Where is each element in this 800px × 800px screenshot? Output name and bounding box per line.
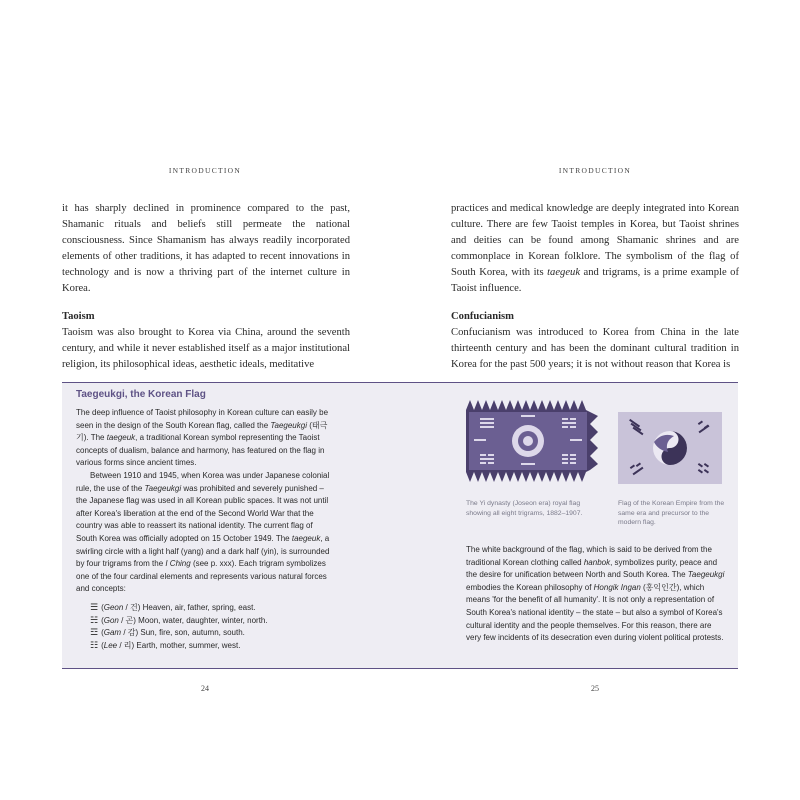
left-page-number: 24 xyxy=(201,684,209,693)
sidebar-left-text xyxy=(76,407,331,652)
right-page-number: 25 xyxy=(591,684,599,693)
yi-dynasty-flag-image xyxy=(466,400,602,482)
text-run: , symbolizes purity, peace and the desire for unification between North and South Korea. The xyxy=(466,557,718,580)
text-run-italic: Taegeukgi xyxy=(687,570,725,580)
text-run: practices and medical knowledge are deeply integrated into Korean culture. There are few Taoist temples in Korea, but Taoist shrines and deities can be found among Shamanic shrines and are commonplace in Korean folklore. The symbolism of the flag of South Korea, with its xyxy=(451,203,739,278)
text-run: , a swirling circle with a light half (yang) and a dark half (yin), is surrounded by four trigrams from the xyxy=(76,533,330,569)
text-run-italic: hanbok xyxy=(583,557,611,567)
trigram-name: Gam xyxy=(103,628,122,638)
trigram-item-gam: ☲ (Gam / 감) Sun, fire, son, autumn, south. xyxy=(90,628,245,639)
text-run: and trigrams, is a prime example of Taoist influence. xyxy=(451,266,739,294)
text-run-italic: Taegeukgi xyxy=(144,483,182,493)
trigram-meaning: Sun, fire, son, autumn, south. xyxy=(140,628,245,638)
text-run: (홍익인간), which means 'for the benefit of all humanity'. It is not only a representation of South Korea's national identity – the state – but also a symbol of Korea's cultural identity and the people themselves. For this reason, there are very few incidents of its desecration even during violent political protests. xyxy=(466,582,724,643)
trigram-icon: ☲ xyxy=(90,628,99,639)
flag-sidebar-box xyxy=(62,382,738,669)
left-paragraph-2: Taoism was also brought to Korea via China, around the seventh century, and while it never established itself as a major institutional religion, its philosophical ideas, aesthetic ideals, meditative xyxy=(62,327,350,371)
sidebar-title: Taegeukgi, the Korean Flag xyxy=(76,389,206,400)
text-run-italic: taegeuk xyxy=(106,433,136,443)
text-run-italic: taegeuk xyxy=(291,533,321,543)
text-run: (see p. xxx). Each trigram symbolizes one of the four cardinal elements and represents various natural forces and concepts: xyxy=(76,559,327,594)
left-paragraph-1: it has sharply declined in prominence compared to the past, Shamanic rituals and beliefs still permeate the national consciousness. Since Shamanism has always readily incorporated elements of other traditions, it has adapted to recent innovations in technology and is now a thriving part of the internet culture in Korea. xyxy=(62,203,350,294)
empire-flag-caption: Flag of the Korean Empire from the same era and precursor to the modern flag. xyxy=(618,500,725,527)
sidebar-right-text xyxy=(466,544,728,645)
trigram-name: Geon xyxy=(103,602,124,612)
text-run: embodies the Korean philosophy of xyxy=(466,582,594,592)
right-paragraph-2: Confucianism was introduced to Korea from China in the late thirteenth century and has been the dominant cultural tradition in Korea for the past 500 years; it is not without reason that Korea is xyxy=(451,327,739,371)
trigram-icon: ☵ xyxy=(90,615,99,626)
right-column xyxy=(451,201,739,373)
korean-empire-flag-image xyxy=(618,412,722,484)
sidebar-paragraph-2 xyxy=(76,470,331,596)
yi-flag-caption: The Yi dynasty (Joseon era) royal flag showing all eight trigrams, 1882–1907. xyxy=(466,500,583,517)
taegeuk-center xyxy=(523,436,533,446)
trigram-meaning: Earth, mother, summer, west. xyxy=(136,640,241,650)
trigram-meaning: Moon, water, daughter, winter, north. xyxy=(138,615,268,625)
sidebar-paragraph-1 xyxy=(76,407,331,470)
trigram-name: Gon xyxy=(103,615,119,625)
trigram-item-lee: ☷ (Lee / 리) Earth, mother, summer, west. xyxy=(90,640,241,651)
trigram-hangul: 건 xyxy=(130,602,138,612)
trigram-icon: ☷ xyxy=(90,640,99,651)
text-run: , a traditional Korean symbol representing the Taoist concepts of dualism, balance and harmony, has featured on the flag in various forms since ancient times. xyxy=(76,433,325,468)
trigram-hangul: 곤 xyxy=(125,615,134,625)
trigram-item-gon: ☵ (Gon / 곤) Moon, water, daughter, winter, north. xyxy=(90,615,268,626)
text-run-italic: taegeuk xyxy=(547,266,581,278)
text-run: The deep influence of Taoist philosophy in Korean culture can easily be seen in the design of the South Korean flag, called the xyxy=(76,408,329,430)
left-running-head: INTRODUCTION xyxy=(168,166,242,175)
left-column xyxy=(62,201,350,373)
trigram-list xyxy=(76,602,331,652)
confucianism-heading: Confucianism xyxy=(451,311,514,323)
text-run: Between 1910 and 1945, when Korea was under Japanese colonial rule, the use of the xyxy=(76,470,330,493)
text-run: was prohibited and severely punished – the Japanese flag was used in all Korean public spaces. It was not until after Korea's liberation at the end of the Second World War that the country was able to reassert its national identity. The current flag of South Korea was officially adopted on 15 October 1949. The xyxy=(76,483,329,543)
right-running-head: INTRODUCTION xyxy=(558,166,632,175)
text-run-italic: Taegeukgi xyxy=(270,420,307,430)
text-run-italic: Hongik Ingan xyxy=(593,582,641,592)
trigram-icon: ☰ xyxy=(90,602,99,613)
text-run: The white background of the flag, which is said to be derived from the traditional Korean clothing called xyxy=(466,545,712,567)
trigram-hangul: 리 xyxy=(123,640,132,650)
trigram-name: Lee xyxy=(103,640,118,650)
trigram-item-geon: ☰ (Geon / 건) Heaven, air, father, spring, east. xyxy=(90,602,256,613)
text-run-italic: I Ching xyxy=(165,559,191,569)
right-paragraph-1 xyxy=(451,201,739,296)
taoism-heading: Taoism xyxy=(62,311,95,323)
text-run: (태극기). The xyxy=(76,420,328,443)
sidebar-paragraph-3 xyxy=(466,544,728,645)
trigram-hangul: 감 xyxy=(127,628,136,638)
trigram-meaning: Heaven, air, father, spring, east. xyxy=(142,602,256,612)
